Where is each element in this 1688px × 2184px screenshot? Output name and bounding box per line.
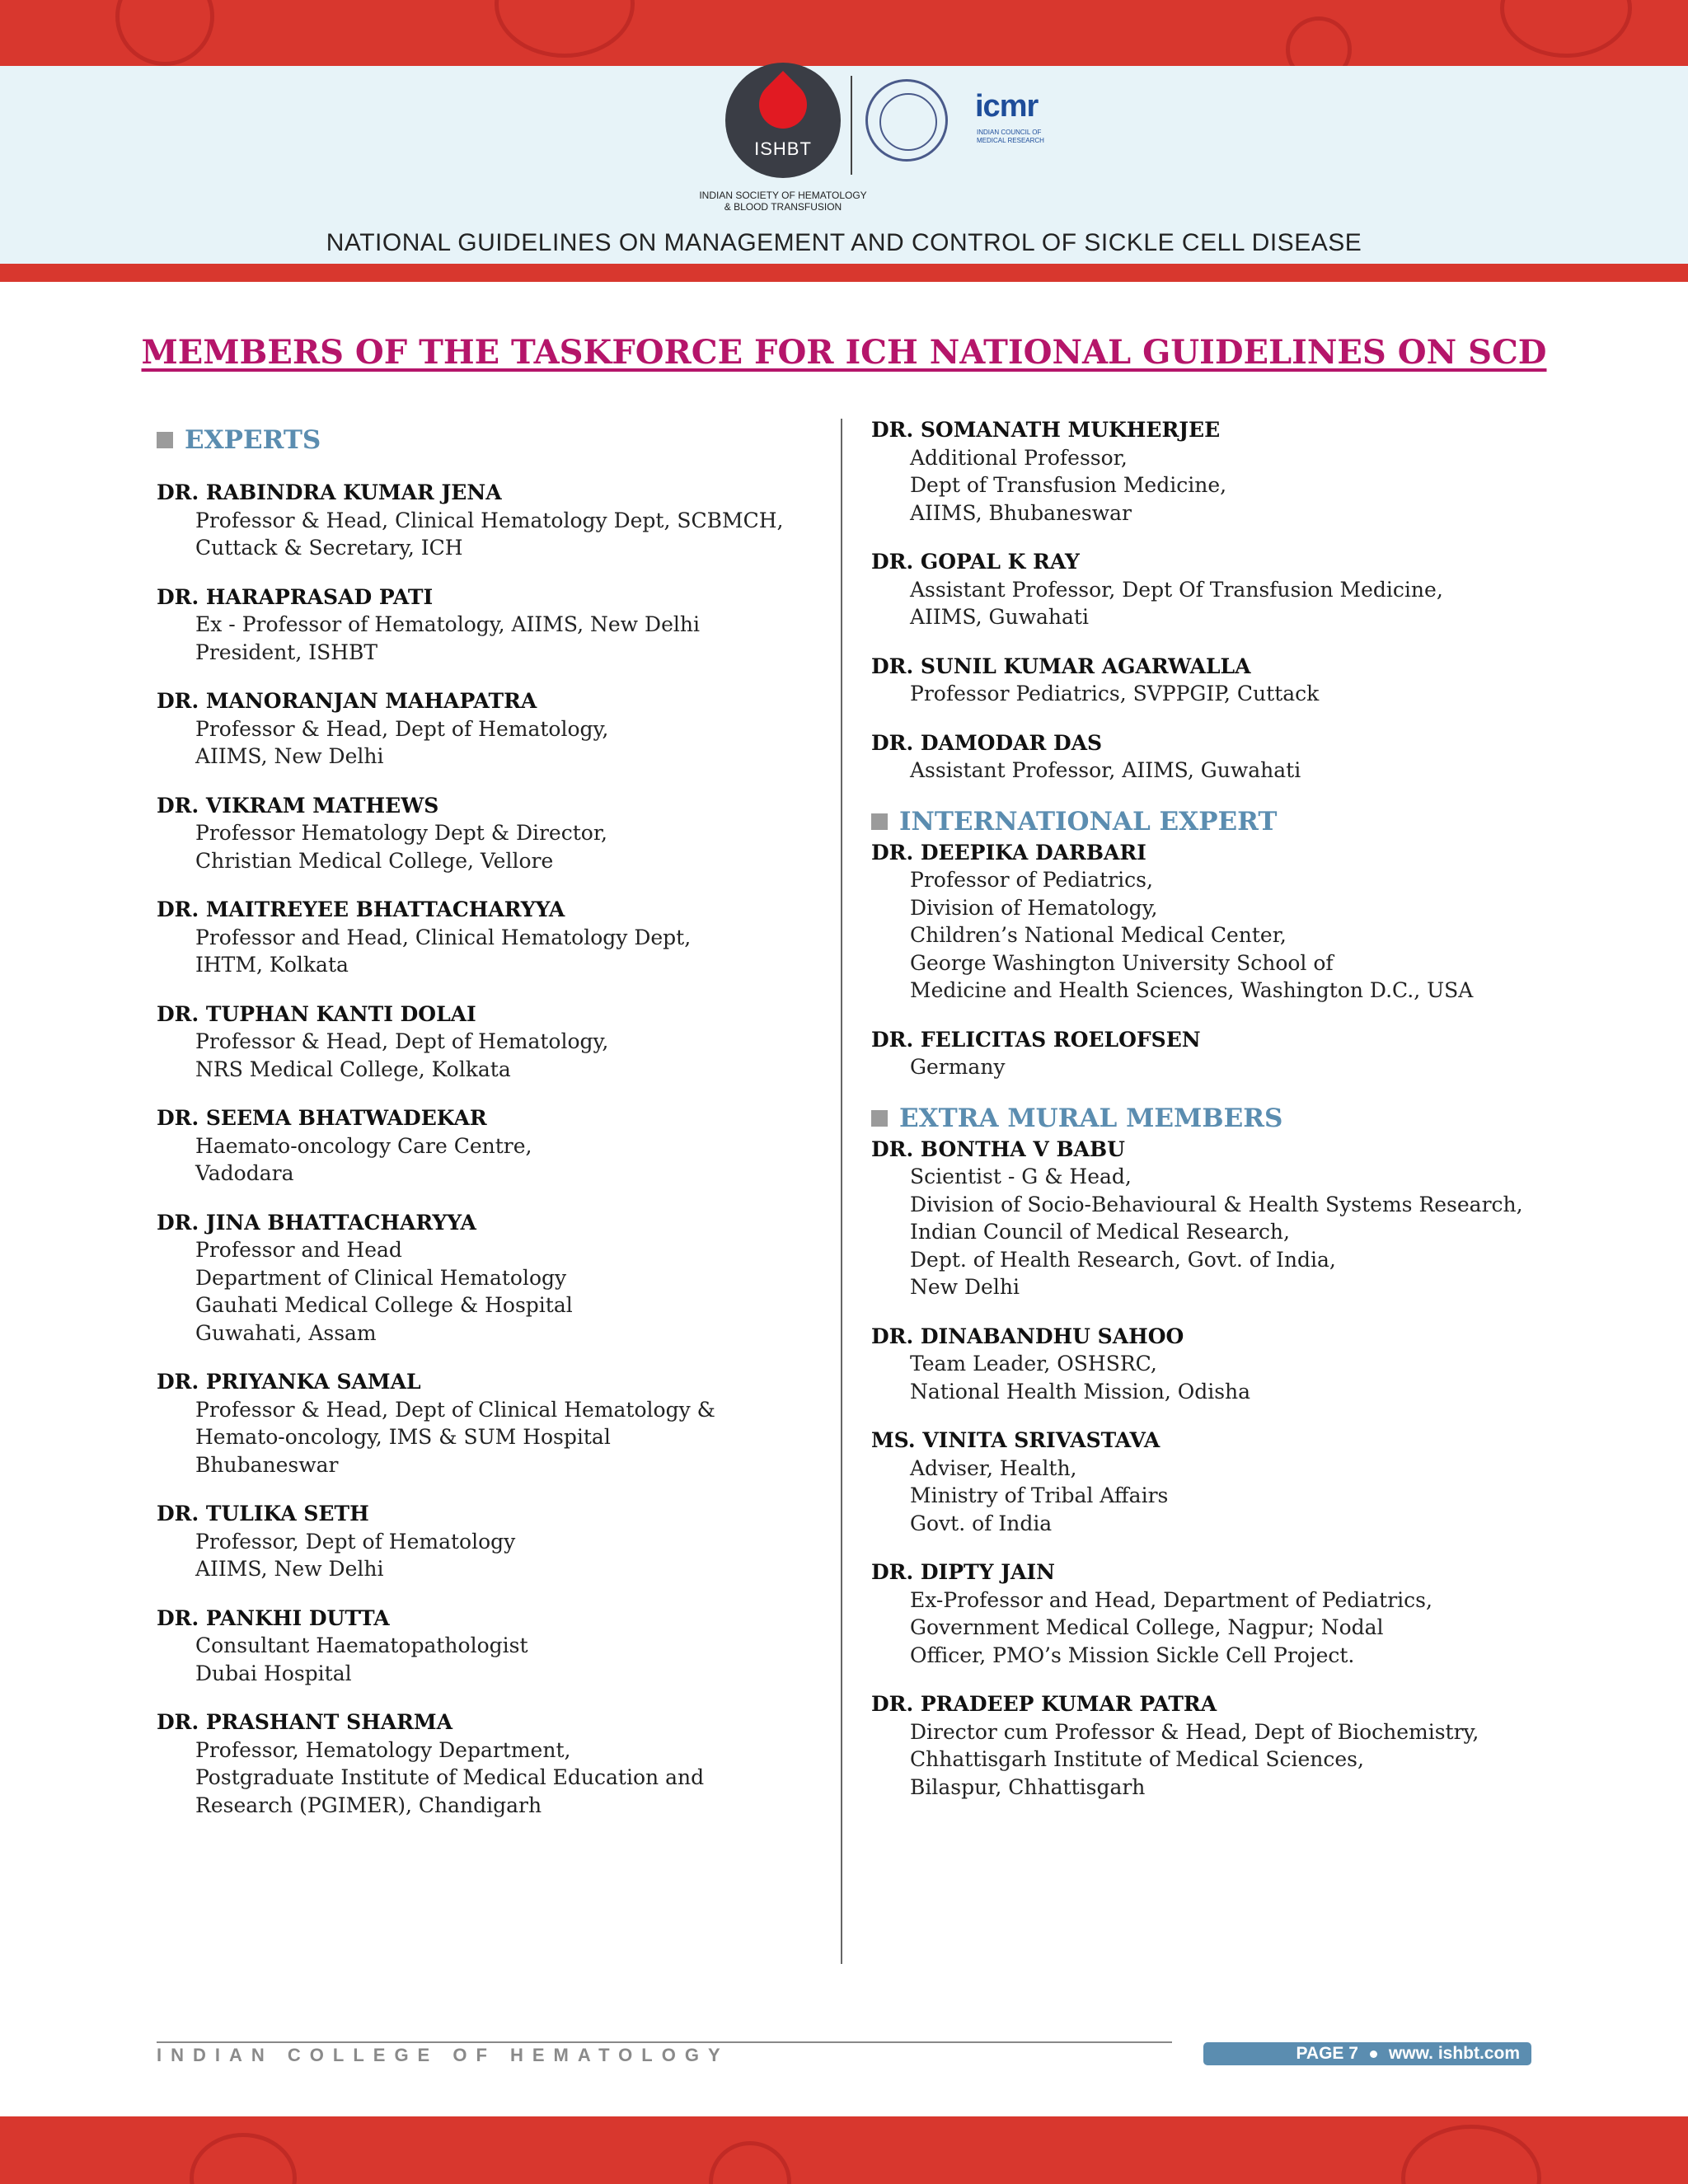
member-affiliation-line: Professor, Dept of Hematology [195, 1529, 516, 1554]
member-name: DR. FELICITAS ROELOFSEN [871, 1027, 1201, 1052]
international-list [871, 839, 1580, 1081]
member-name: MS. VINITA SRIVASTAVA [871, 1428, 1160, 1452]
member-affiliation-line: Medicine and Health Sciences, Washington D.C., USA [910, 978, 1474, 1002]
experts-list-continued [871, 416, 1580, 785]
section-heading-experts [157, 423, 832, 457]
member-name: DR. PANKHI DUTTA [157, 1605, 390, 1630]
ishbt-logo-text: ISHBT [754, 138, 812, 159]
square-bullet-icon [157, 432, 173, 448]
ishbt-logo [725, 63, 841, 178]
member-affiliation-line: Dept of Transfusion Medicine, [910, 473, 1227, 497]
member-affiliation-line: Division of Socio-Behavioural & Health Systems Research, [910, 1192, 1523, 1216]
website-link[interactable]: www. ishbt.com [1388, 2044, 1520, 2063]
member-affiliation-line: National Health Mission, Odisha [910, 1379, 1251, 1404]
member-affiliation-line: Assistant Professor, AIIMS, Guwahati [910, 758, 1301, 782]
footer-page-badge [1203, 2042, 1531, 2065]
member-affiliation-line: AIIMS, New Delhi [195, 744, 384, 768]
member-affiliation-line: Gauhati Medical College & Hospital [195, 1293, 573, 1317]
member-name: DR. GOPAL K RAY [871, 550, 1080, 574]
member-affiliation-line: Ministry of Tribal Affairs [910, 1483, 1169, 1507]
member-entry [871, 1136, 1580, 1301]
member-affiliation-line: Professor & Head, Dept of Hematology, [195, 1029, 609, 1053]
top-decorative-band [0, 0, 1688, 66]
member-affiliation-line: IHTM, Kolkata [195, 953, 349, 977]
member-affiliation-line: Indian Council of Medical Research, [910, 1220, 1290, 1244]
member-name: DR. DEEPIKA DARBARI [871, 840, 1146, 865]
member-affiliation-line: Dubai Hospital [195, 1661, 352, 1685]
left-column [157, 416, 832, 1819]
blood-drop-icon [749, 71, 817, 138]
column-divider [841, 419, 842, 1964]
member-affiliation-line: Scientist - G & Head, [910, 1165, 1132, 1188]
section-heading-extra-mural [871, 1101, 1580, 1136]
member-affiliation-line: Professor Pediatrics, SVPPGIP, Cuttack [910, 682, 1320, 705]
member-entry [871, 416, 1580, 527]
member-affiliation-line: Team Leader, OSHSRC, [910, 1352, 1157, 1376]
member-entry [157, 1001, 832, 1084]
member-affiliation-line: Professor of Pediatrics, [910, 868, 1153, 892]
member-affiliation-line: New Delhi [910, 1275, 1020, 1299]
bottom-decorative-band [0, 2116, 1688, 2184]
member-entry [157, 479, 832, 562]
member-affiliation-line: Research (PGIMER), Chandigarh [195, 1793, 542, 1817]
member-entry [871, 653, 1580, 708]
member-affiliation-line: Professor & Head, Dept of Clinical Hematology & [195, 1397, 715, 1422]
icmr-seal-icon [865, 79, 948, 162]
page-number: PAGE 7 [1296, 2044, 1358, 2063]
member-name: DR. PRIYANKA SAMAL [157, 1370, 421, 1394]
ishbt-caption-line-1: INDIAN SOCIETY OF HEMATOLOGY [699, 190, 867, 201]
member-entry [157, 1605, 832, 1688]
icmr-logo: icmr [975, 89, 1039, 124]
member-affiliation-line: Division of Hematology, [910, 895, 1158, 920]
member-name: DR. DAMODAR DAS [871, 730, 1103, 755]
member-name: DR. BONTHA V BABU [871, 1137, 1125, 1161]
member-affiliation-line: Children’s National Medical Center, [910, 923, 1287, 947]
member-entry [157, 1104, 832, 1188]
member-affiliation-line: Department of Clinical Hematology [195, 1265, 567, 1290]
square-bullet-icon [871, 1110, 888, 1127]
member-affiliation-line: George Washington University School of [910, 950, 1334, 975]
bullet-dot-icon [1370, 2050, 1377, 2058]
ishbt-caption-line-2: & BLOOD TRANSFUSION [724, 201, 842, 213]
member-affiliation-line: Cuttack & Secretary, ICH [195, 536, 463, 560]
member-name: DR. JINA BHATTACHARYYA [157, 1210, 476, 1235]
document-header-title: NATIONAL GUIDELINES ON MANAGEMENT AND CONTROL OF SICKLE CELL DISEASE [326, 229, 1362, 256]
member-affiliation-line: Professor, Hematology Department, [195, 1737, 571, 1762]
member-affiliation-line: Chhattisgarh Institute of Medical Sciences, [910, 1747, 1364, 1771]
section-heading-label: INTERNATIONAL EXPERT [899, 806, 1278, 837]
member-affiliation-line: Bhubaneswar [195, 1452, 339, 1477]
ishbt-caption [692, 190, 874, 213]
member-affiliation-line: Hemato-oncology, IMS & SUM Hospital [195, 1425, 611, 1449]
footer-org-name: INDIAN COLLEGE OF HEMATOLOGY [157, 2045, 729, 2065]
member-affiliation-line: Consultant Haematopathologist [195, 1633, 528, 1657]
member-name: DR. SUNIL KUMAR AGARWALLA [871, 654, 1251, 678]
right-column [871, 416, 1580, 1801]
member-affiliation-line: Professor and Head [195, 1238, 402, 1262]
member-affiliation-line: Christian Medical College, Vellore [195, 848, 554, 873]
member-entry [157, 792, 832, 875]
member-affiliation-line: AIIMS, New Delhi [195, 1557, 384, 1581]
member-affiliation-line: Assistant Professor, Dept Of Transfusion Medicine, [910, 577, 1443, 602]
member-affiliation-line: President, ISHBT [195, 640, 378, 664]
section-heading-international [871, 804, 1580, 839]
member-affiliation-line: Guwahati, Assam [195, 1320, 377, 1345]
member-affiliation-line: Dept. of Health Research, Govt. of India, [910, 1247, 1336, 1272]
member-entry [157, 583, 832, 667]
header-red-strip [0, 264, 1688, 282]
member-name: DR. RABINDRA KUMAR JENA [157, 480, 502, 504]
member-affiliation-line: Additional Professor, [910, 445, 1128, 470]
member-entry [871, 1323, 1580, 1406]
member-affiliation-line: Govt. of India [910, 1511, 1053, 1535]
member-name: DR. HARAPRASAD PATI [157, 584, 434, 609]
section-heading-label: EXPERTS [185, 425, 321, 455]
member-affiliation-line: Ex-Professor and Head, Department of Pediatrics, [910, 1587, 1432, 1612]
footer-rule [157, 2041, 1172, 2043]
member-affiliation-line: AIIMS, Bhubaneswar [910, 500, 1132, 525]
member-entry [157, 687, 832, 771]
extra-mural-list [871, 1136, 1580, 1802]
member-entry [871, 1427, 1580, 1537]
section-heading-label: EXTRA MURAL MEMBERS [899, 1103, 1283, 1133]
member-entry [871, 1026, 1580, 1081]
member-affiliation-line: Vadodara [195, 1161, 294, 1185]
member-affiliation-line: Adviser, Health, [910, 1455, 1077, 1480]
member-name: DR. MANORANJAN MAHAPATRA [157, 689, 537, 713]
member-affiliation-line: Director cum Professor & Head, Dept of Biochemistry, [910, 1719, 1479, 1744]
member-affiliation-line: Haemato-oncology Care Centre, [195, 1133, 532, 1158]
member-name: DR. MAITREYEE BHATTACHARYYA [157, 898, 565, 921]
member-name: DR. PRADEEP KUMAR PATRA [871, 1692, 1217, 1716]
member-affiliation-line: Bilaspur, Chhattisgarh [910, 1774, 1146, 1799]
member-affiliation-line: Professor Hematology Dept & Director, [195, 821, 607, 845]
member-affiliation-line: Professor & Head, Dept of Hematology, [195, 716, 609, 741]
member-name: DR. TUPHAN KANTI DOLAI [157, 1001, 476, 1026]
member-affiliation-line: NRS Medical College, Kolkata [195, 1057, 511, 1081]
experts-list [157, 479, 832, 1819]
member-entry [157, 1368, 832, 1479]
member-entry [871, 839, 1580, 1005]
page-title: MEMBERS OF THE TASKFORCE FOR ICH NATIONAL GUIDELINES ON SCD [141, 333, 1547, 372]
member-name: DR. PRASHANT SHARMA [157, 1710, 452, 1734]
member-entry [871, 548, 1580, 631]
member-entry [871, 1558, 1580, 1669]
member-entry [871, 1690, 1580, 1801]
member-entry [871, 729, 1580, 785]
member-affiliation-line: Professor & Head, Clinical Hematology Dept, SCBMCH, [195, 508, 784, 532]
member-name: DR. SEEMA BHATWADEKAR [157, 1106, 487, 1130]
member-affiliation-line: Government Medical College, Nagpur; Nodal [910, 1615, 1384, 1639]
member-entry [157, 1500, 832, 1583]
member-name: DR. TULIKA SETH [157, 1502, 369, 1526]
member-entry [157, 1209, 832, 1347]
member-name: DR. DINABANDHU SAHOO [871, 1324, 1184, 1348]
member-affiliation-line: Professor and Head, Clinical Hematology Dept, [195, 925, 692, 949]
member-name: DR. VIKRAM MATHEWS [157, 793, 439, 818]
member-affiliation-line: Germany [910, 1055, 1006, 1079]
member-affiliation-line: Ex - Professor of Hematology, AIIMS, New Delhi [195, 612, 700, 636]
member-affiliation-line: Postgraduate Institute of Medical Education and [195, 1765, 705, 1789]
member-affiliation-line: AIIMS, Guwahati [910, 605, 1089, 629]
logo-divider [851, 76, 852, 175]
member-entry [157, 1708, 832, 1819]
member-affiliation-line: Officer, PMO’s Mission Sickle Cell Project. [910, 1643, 1355, 1667]
member-entry [157, 896, 832, 979]
logo-row [699, 63, 1088, 219]
square-bullet-icon [871, 813, 888, 830]
member-name: DR. DIPTY JAIN [871, 1560, 1055, 1584]
icmr-logo-subtitle: INDIAN COUNCIL OF MEDICAL RESEARCH [977, 129, 1044, 144]
member-name: DR. SOMANATH MUKHERJEE [871, 418, 1221, 442]
